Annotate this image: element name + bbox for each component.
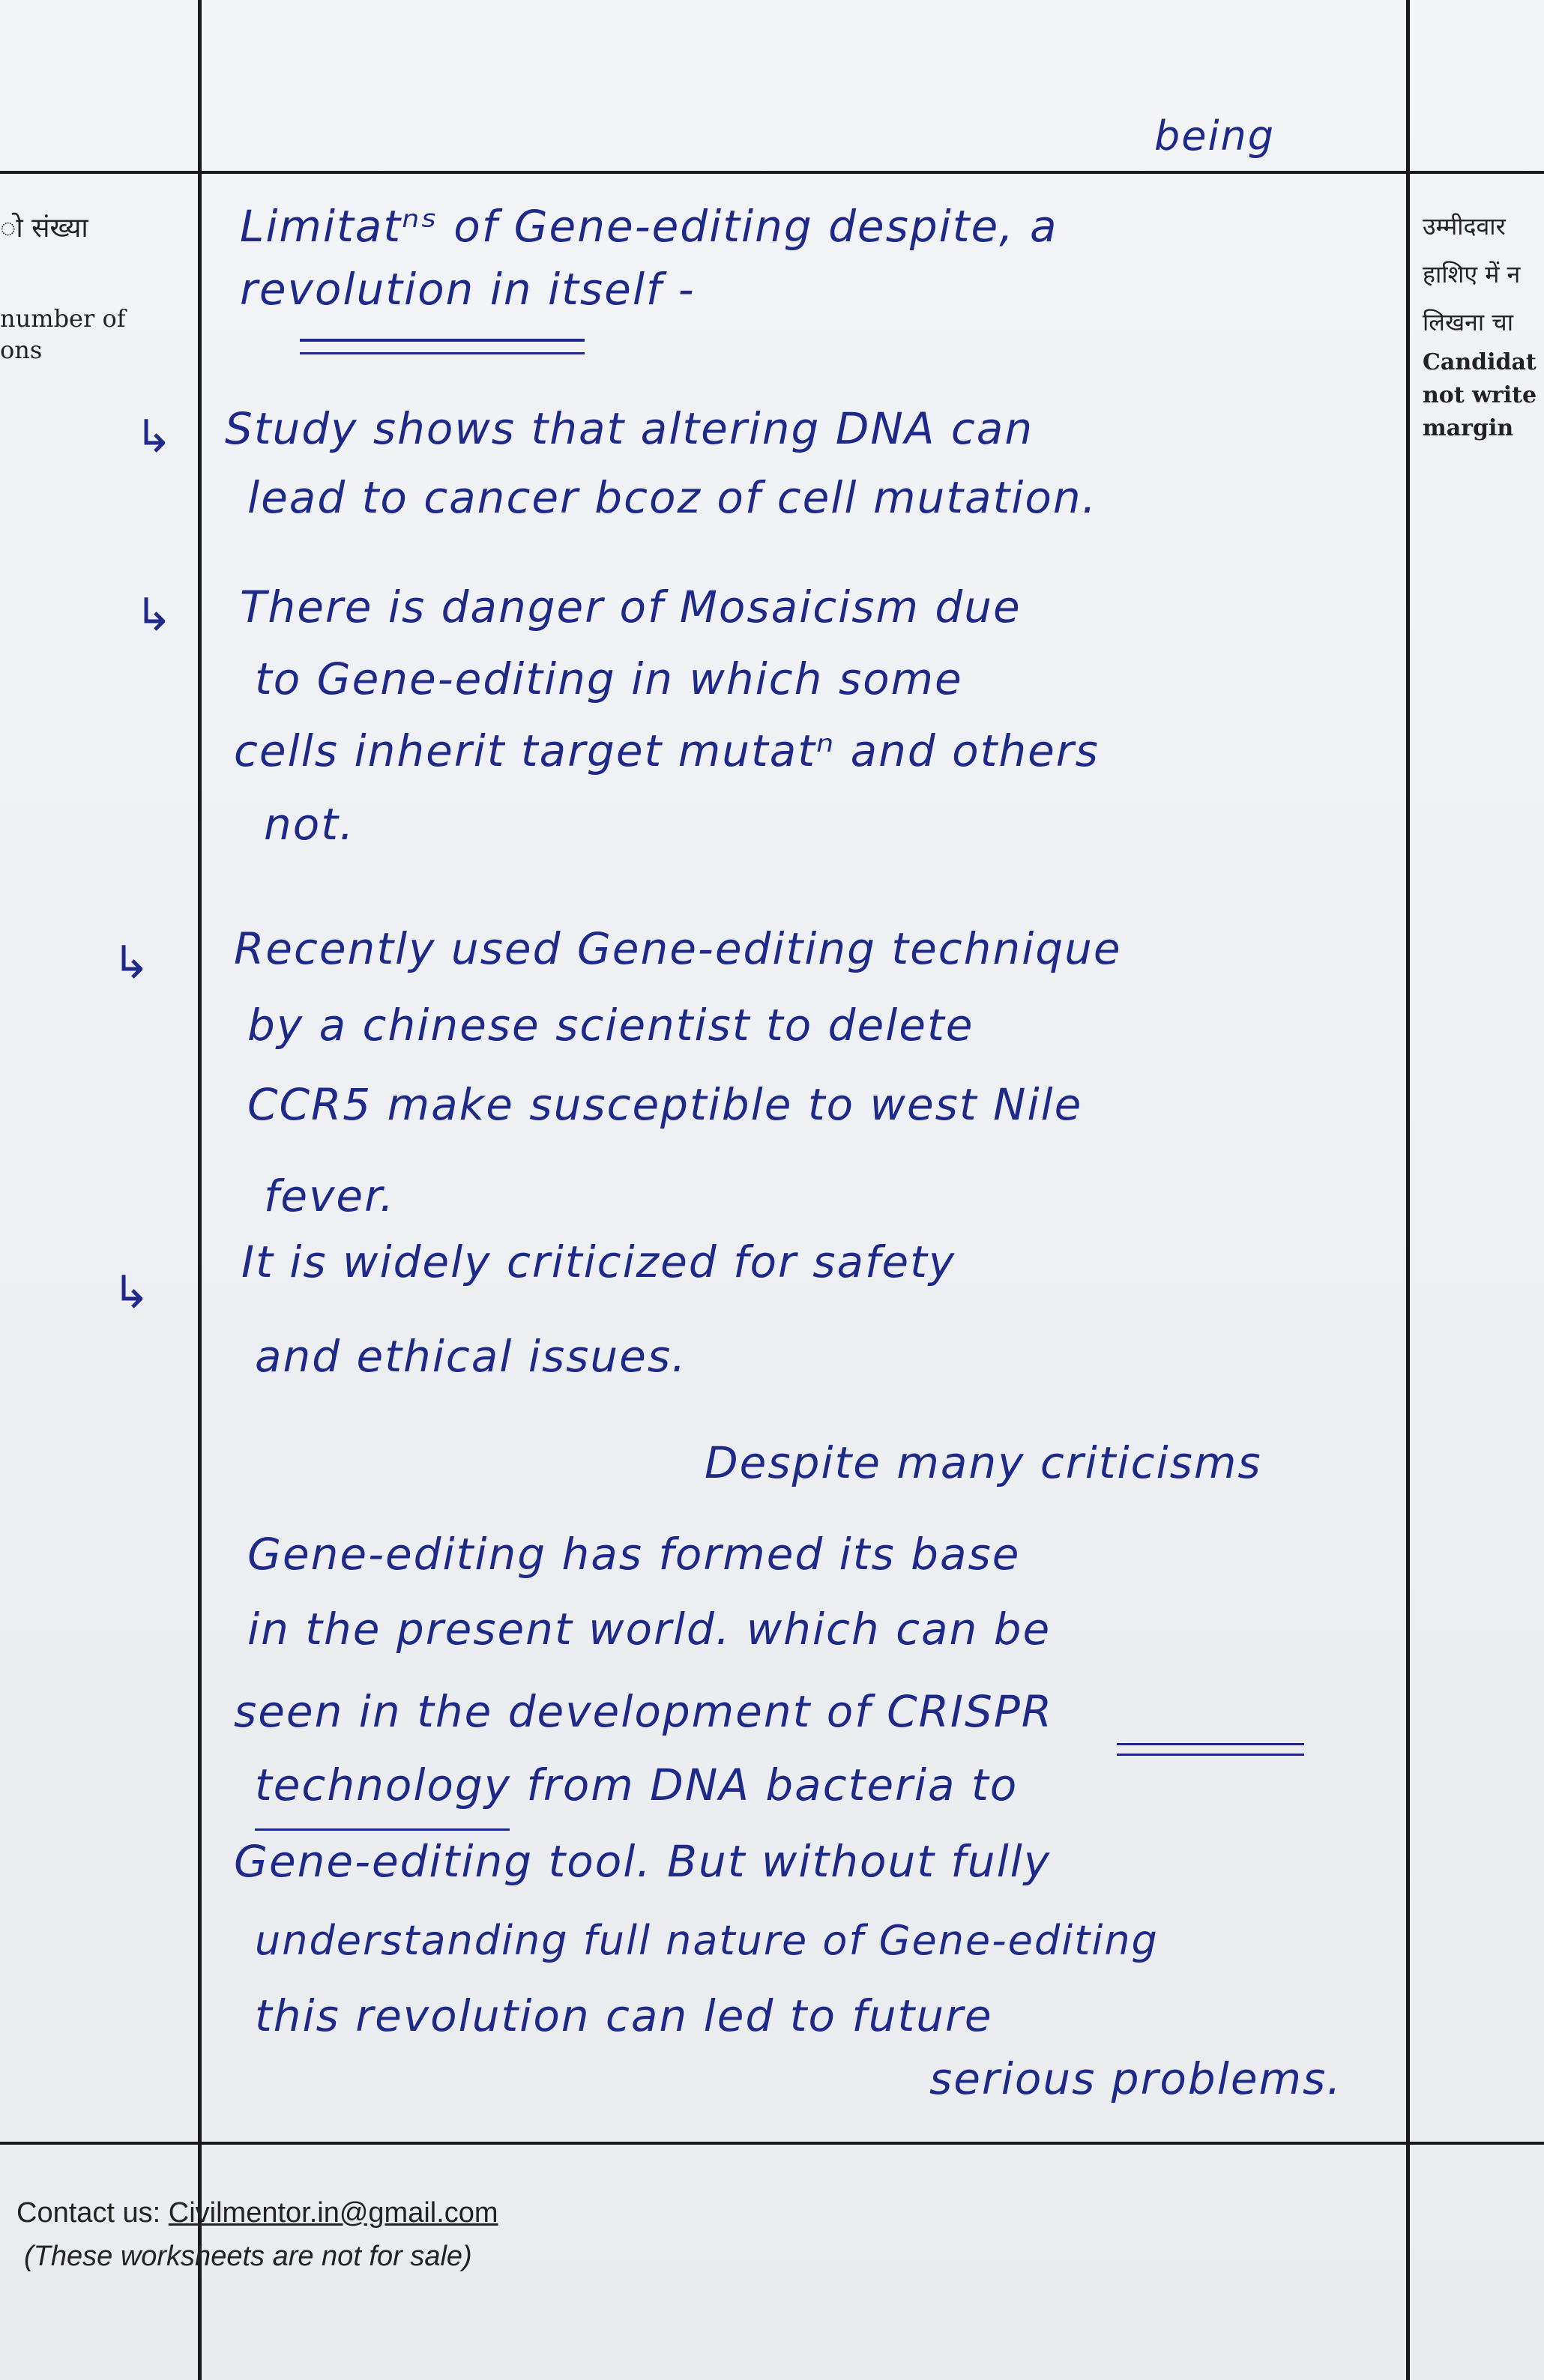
bullet-line: lead to cancer bcoz of cell mutation. <box>247 472 1098 523</box>
contact-label: Contact us: <box>16 2197 169 2229</box>
conclusion-line: technology from DNA bacteria to <box>255 1760 1019 1810</box>
answer-title-line: revolution in itself - <box>240 264 696 315</box>
right-margin-line: Candidat <box>1423 349 1537 375</box>
conclusion-line: seen in the development of CRISPR <box>234 1686 1054 1737</box>
bottom-rule <box>0 2142 1544 2145</box>
right-margin-line: हाशिए में न <box>1423 260 1521 289</box>
title-underline <box>300 352 585 354</box>
contact-line <box>16 2197 498 2229</box>
left-margin-hindi-label: ो संख्या <box>0 213 88 244</box>
conclusion-line: Despite many criticisms <box>705 1437 1262 1488</box>
inserted-word: being <box>1154 112 1276 160</box>
left-margin-rule <box>198 0 202 2380</box>
conclusion-line: in the present world. which can be <box>247 1604 1052 1655</box>
top-rule <box>0 171 1544 174</box>
bullet-line: to Gene-editing in which some <box>255 653 963 704</box>
bullet-line: not. <box>264 799 355 850</box>
technology-underline <box>255 1828 510 1831</box>
bullet-line: It is widely criticized for safety <box>241 1236 956 1287</box>
bullet-arrow-icon: ↳ <box>135 589 173 641</box>
bullet-arrow-icon: ↳ <box>112 1266 151 1319</box>
right-margin-line: margin <box>1423 415 1514 441</box>
bullet-line: fever. <box>264 1171 396 1221</box>
right-margin-rule <box>1406 0 1410 2380</box>
contact-email-link[interactable]: Civilmentor.in@gmail.com <box>168 2197 498 2229</box>
bullet-arrow-icon: ↳ <box>135 411 173 463</box>
bullet-line: Study shows that altering DNA can <box>225 403 1034 454</box>
conclusion-line: understanding full nature of Gene-editing <box>255 1917 1159 1964</box>
bullet-line: There is danger of Mosaicism due <box>240 582 1022 632</box>
bullet-arrow-icon: ↳ <box>112 937 151 989</box>
right-margin-line: उम्मीदवार <box>1423 212 1506 241</box>
conclusion-line: Gene-editing tool. But without fully <box>234 1836 1052 1887</box>
bullet-line: Recently used Gene-editing technique <box>234 923 1122 974</box>
crispr-underline <box>1117 1754 1304 1756</box>
left-margin-english-label: number of ons <box>0 304 126 364</box>
right-margin-notice <box>1423 202 1544 445</box>
crispr-underline <box>1117 1743 1304 1745</box>
right-margin-line: not write <box>1423 382 1537 408</box>
bullet-line: CCR5 make susceptible to west Nile <box>247 1079 1083 1130</box>
right-margin-line: लिखना चा <box>1423 308 1513 336</box>
bullet-line: and ethical issues. <box>255 1331 687 1382</box>
answer-title-line: Limitatⁿˢ of Gene-editing despite, a <box>240 201 1058 252</box>
conclusion-line: Gene-editing has formed its base <box>247 1529 1021 1580</box>
bullet-line: by a chinese scientist to delete <box>247 1000 974 1051</box>
title-underline <box>300 339 585 342</box>
footer-note: (These worksheets are not for sale) <box>24 2241 472 2272</box>
bullet-line: cells inherit target mutatⁿ and others <box>234 725 1100 776</box>
conclusion-line: this revolution can led to future <box>255 1990 993 2041</box>
conclusion-line: serious problems. <box>929 2053 1342 2104</box>
